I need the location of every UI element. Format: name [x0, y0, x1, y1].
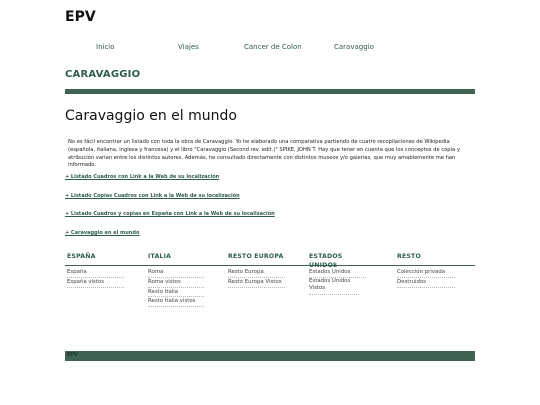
footer-label: EPV [67, 352, 78, 358]
link-caravaggio-mundo[interactable]: + Caravaggio en el mundo [65, 230, 140, 237]
region-column-resto-europa [228, 252, 285, 288]
region-link[interactable]: España [67, 268, 124, 278]
region-link[interactable]: Resto Europa Vistos [228, 278, 285, 288]
region-link[interactable]: Estados Unidos [309, 268, 366, 278]
region-heading: ITALIA [148, 253, 172, 260]
region-column-espana [67, 252, 124, 288]
nav-item-cancer-de-colon[interactable]: Cancer de Colon [244, 43, 302, 51]
region-heading: RESTO EUROPA [228, 253, 284, 260]
region-link[interactable]: Destruidos [397, 278, 455, 288]
region-column-resto [397, 252, 455, 288]
page-title: Caravaggio en el mundo [65, 108, 237, 124]
region-heading: ESTADOS UNIDOS [309, 253, 343, 269]
region-column-italia [148, 252, 204, 307]
link-listado-copias[interactable]: + Listado Copias Cuadros con Link a la Web de su localización [65, 192, 240, 199]
region-link[interactable]: Colección privada [397, 268, 455, 278]
region-link[interactable]: Resto Italia vistos [148, 297, 204, 307]
footer-band [65, 351, 475, 361]
region-heading: RESTO [397, 253, 421, 260]
nav-item-inicio[interactable]: Inicio [96, 43, 115, 51]
region-link[interactable]: España vistos [67, 278, 124, 288]
link-list [65, 173, 475, 248]
site-title: EPV [65, 9, 96, 25]
header-divider-band [65, 89, 475, 94]
link-listado-espana[interactable]: + Listado Cuadros y copias en España con Link a la Web de su localización [65, 211, 275, 218]
nav-item-caravaggio[interactable]: Caravaggio [334, 43, 374, 51]
intro-paragraph: No es fácil encontrar un listado con toda la obra de Caravaggio. Yo he elaborado una comparativa partiendo de cuatro recopilaciones de Wikipedia (española, italiana, inglesa y francesa) y el libro "Caravaggio (Second rev. edit.)" SPIKE, JOHN T. Hay que tener en cuenta que los conceptos de copia y atribución varían entre los distintos autores. Además, he consultado directamente con distintos museos y/o galerías, que muy amablemente me han informado. [68, 139, 460, 169]
region-column-estados-unidos [309, 252, 366, 295]
nav-item-viajes[interactable]: Viajes [178, 43, 199, 51]
region-link[interactable]: Resto Italia [148, 288, 204, 298]
region-heading: ESPAÑA [67, 253, 96, 260]
main-nav [0, 43, 540, 55]
link-listado-cuadros[interactable]: + Listado Cuadros con Link a la Web de su localización [65, 174, 220, 180]
region-link[interactable]: Estados Unidos Vistos [309, 278, 359, 295]
region-link[interactable]: Roma vistos [148, 278, 204, 288]
section-title: CARAVAGGIO [65, 69, 141, 80]
region-link[interactable]: Resto Europa [228, 268, 285, 278]
region-link[interactable]: Roma [148, 268, 204, 278]
